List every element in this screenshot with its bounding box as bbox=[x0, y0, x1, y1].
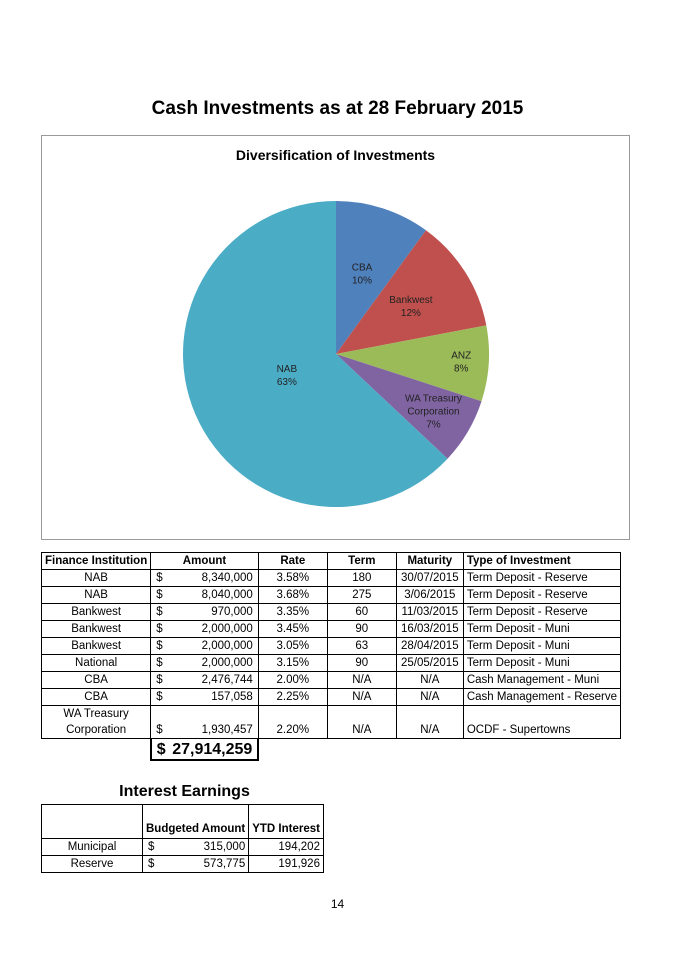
cell-term: 180 bbox=[327, 570, 396, 587]
page-title: Cash Investments as at 28 February 2015 bbox=[151, 98, 524, 119]
cell-term: N/A bbox=[327, 689, 396, 706]
cell-institution: Bankwest bbox=[42, 621, 151, 638]
cell-empty bbox=[249, 805, 324, 822]
cell-maturity: 3/06/2015 bbox=[396, 587, 463, 604]
cell-currency: $ bbox=[151, 570, 170, 587]
table-row bbox=[42, 604, 621, 621]
interest-title: Interest Earnings bbox=[119, 783, 250, 800]
header-rate: Rate bbox=[258, 553, 327, 570]
total-spacer bbox=[42, 739, 151, 761]
pie-label-cba: CBA 10% bbox=[351, 262, 373, 287]
chart-title: Diversification of Investments bbox=[235, 147, 436, 163]
cell-ytd: 191,926 bbox=[249, 856, 324, 873]
cell-rate: 3.05% bbox=[258, 638, 327, 655]
interest-header-row bbox=[42, 821, 324, 839]
cell-amount: 2,000,000 bbox=[169, 621, 258, 638]
cell-empty bbox=[258, 706, 327, 723]
investments-table bbox=[41, 552, 621, 761]
cell-institution-line2: Corporation bbox=[42, 722, 151, 739]
cell-maturity: 28/04/2015 bbox=[396, 638, 463, 655]
cell-type: Term Deposit - Reserve bbox=[463, 604, 620, 621]
cell-amount: 2,000,000 bbox=[169, 655, 258, 672]
cell-institution: CBA bbox=[42, 689, 151, 706]
cell-amount: 1,930,457 bbox=[169, 722, 258, 739]
pie-label-nab: NAB 63% bbox=[276, 363, 298, 388]
cell-maturity: 16/03/2015 bbox=[396, 621, 463, 638]
cell-type: Cash Management - Reserve bbox=[463, 689, 620, 706]
cell-institution: National bbox=[42, 655, 151, 672]
cell-label: Municipal bbox=[42, 839, 143, 856]
table-row bbox=[42, 689, 621, 706]
cell-rate: 3.58% bbox=[258, 570, 327, 587]
header-type: Type of Investment bbox=[463, 553, 620, 570]
header-budgeted: Budgeted Amount bbox=[143, 821, 249, 839]
cell-ytd: 194,202 bbox=[249, 839, 324, 856]
cell-currency: $ bbox=[151, 621, 170, 638]
cell-label: Reserve bbox=[42, 856, 143, 873]
cell-maturity: 25/05/2015 bbox=[396, 655, 463, 672]
pie-label-bankwest: Bankwest 12% bbox=[389, 294, 433, 319]
cell-currency: $ bbox=[143, 856, 164, 873]
cell-maturity: N/A bbox=[396, 689, 463, 706]
table-row bbox=[42, 856, 324, 873]
cell-term: N/A bbox=[327, 722, 396, 739]
table-row bbox=[42, 839, 324, 856]
cell-maturity: N/A bbox=[396, 672, 463, 689]
cell-currency: $ bbox=[151, 689, 170, 706]
cell-type: Term Deposit - Muni bbox=[463, 638, 620, 655]
cell-institution: NAB bbox=[42, 587, 151, 604]
cell-rate: 2.20% bbox=[258, 722, 327, 739]
header-institution: Finance Institution bbox=[42, 553, 151, 570]
cell-currency: $ bbox=[151, 587, 170, 604]
cell-empty bbox=[327, 706, 396, 723]
cell-maturity: 30/07/2015 bbox=[396, 570, 463, 587]
cell-amount: 8,040,000 bbox=[169, 587, 258, 604]
cell-amount: 8,340,000 bbox=[169, 570, 258, 587]
table-header-row bbox=[42, 553, 621, 570]
pie-chart-svg bbox=[42, 136, 629, 539]
cell-institution-line1: WA Treasury bbox=[42, 706, 151, 723]
cell-type: Cash Management - Muni bbox=[463, 672, 620, 689]
table-row bbox=[42, 638, 621, 655]
cell-currency: $ bbox=[151, 604, 170, 621]
cell-maturity: N/A bbox=[396, 722, 463, 739]
cell-rate: 3.35% bbox=[258, 604, 327, 621]
cell-term: 90 bbox=[327, 621, 396, 638]
header-ytd: YTD Interest bbox=[249, 821, 324, 839]
cell-empty bbox=[151, 706, 170, 723]
cell-rate: 3.45% bbox=[258, 621, 327, 638]
cell-amount: 970,000 bbox=[169, 604, 258, 621]
pie-label-anz: ANZ 8% bbox=[451, 350, 472, 375]
cell-currency: $ bbox=[151, 672, 170, 689]
page-number: 14 bbox=[330, 897, 345, 911]
table-row bbox=[42, 621, 621, 638]
table-row bbox=[42, 655, 621, 672]
cell-empty bbox=[42, 805, 143, 822]
cell-institution: Bankwest bbox=[42, 638, 151, 655]
cell-maturity: 11/03/2015 bbox=[396, 604, 463, 621]
cell-budgeted: 573,775 bbox=[163, 856, 249, 873]
total-row bbox=[42, 739, 621, 761]
table-row bbox=[42, 672, 621, 689]
cell-amount: 157,058 bbox=[169, 689, 258, 706]
header-amount: Amount bbox=[151, 553, 259, 570]
cell-type: Term Deposit - Muni bbox=[463, 655, 620, 672]
cell-currency: $ bbox=[151, 722, 170, 739]
total-amount: 27,914,259 bbox=[169, 739, 258, 761]
header-maturity: Maturity bbox=[396, 553, 463, 570]
cell-term: 275 bbox=[327, 587, 396, 604]
cell-term: 90 bbox=[327, 655, 396, 672]
cell-budgeted: 315,000 bbox=[163, 839, 249, 856]
cell-empty bbox=[42, 821, 143, 839]
total-spacer bbox=[258, 739, 620, 761]
cell-empty bbox=[463, 706, 620, 723]
cell-rate: 3.68% bbox=[258, 587, 327, 604]
cell-term: 60 bbox=[327, 604, 396, 621]
interest-blank-row bbox=[42, 805, 324, 822]
cell-institution: NAB bbox=[42, 570, 151, 587]
table-row-wa-treasury-top bbox=[42, 706, 621, 723]
table-row bbox=[42, 587, 621, 604]
pie-label-wa-treasury-corporation: WA Treasury Corporation 7% bbox=[405, 393, 462, 431]
cell-type: Term Deposit - Reserve bbox=[463, 587, 620, 604]
cell-type: Term Deposit - Muni bbox=[463, 621, 620, 638]
cell-term: N/A bbox=[327, 672, 396, 689]
cell-currency: $ bbox=[151, 638, 170, 655]
table-row-wa-treasury-bottom bbox=[42, 722, 621, 739]
cell-type: Term Deposit - Reserve bbox=[463, 570, 620, 587]
header-term: Term bbox=[327, 553, 396, 570]
interest-table bbox=[41, 804, 324, 873]
cell-empty bbox=[396, 706, 463, 723]
cell-rate: 2.00% bbox=[258, 672, 327, 689]
cell-rate: 2.25% bbox=[258, 689, 327, 706]
pie-chart bbox=[41, 135, 630, 540]
total-currency: $ bbox=[151, 739, 170, 761]
table-row bbox=[42, 570, 621, 587]
cell-institution: CBA bbox=[42, 672, 151, 689]
cell-amount: 2,476,744 bbox=[169, 672, 258, 689]
cell-rate: 3.15% bbox=[258, 655, 327, 672]
cell-empty bbox=[143, 805, 249, 822]
cell-currency: $ bbox=[143, 839, 164, 856]
cell-empty bbox=[169, 706, 258, 723]
cell-type: OCDF - Supertowns bbox=[463, 722, 620, 739]
cell-amount: 2,000,000 bbox=[169, 638, 258, 655]
cell-institution: Bankwest bbox=[42, 604, 151, 621]
cell-currency: $ bbox=[151, 655, 170, 672]
cell-term: 63 bbox=[327, 638, 396, 655]
